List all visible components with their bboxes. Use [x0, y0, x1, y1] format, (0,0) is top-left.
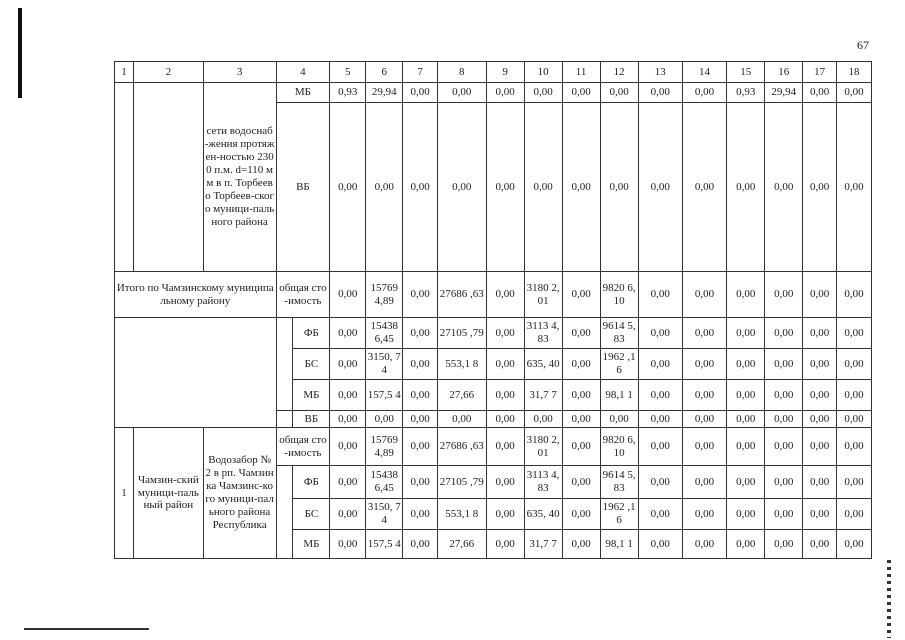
value-cell: 0,00 — [330, 530, 366, 559]
value-cell: 0,00 — [837, 380, 872, 411]
value-cell: 0,93 — [727, 83, 765, 103]
value-cell: 27,66 — [438, 380, 487, 411]
value-cell: 0,00 — [638, 349, 682, 380]
value-cell: 553,1 8 — [438, 349, 487, 380]
value-cell: 0,00 — [600, 103, 638, 272]
object-description: Водозабор № 2 в рп. Чамзинка Чамзинс-кого муници-пального района Республика — [203, 428, 276, 559]
value-cell: 0,00 — [330, 466, 366, 499]
value-cell: 0,00 — [837, 103, 872, 272]
value-cell: 0,00 — [486, 83, 524, 103]
value-cell: 0,00 — [765, 272, 803, 318]
value-cell: 0,00 — [765, 499, 803, 530]
scan-edge-mark — [18, 8, 22, 98]
value-cell: 0,00 — [803, 318, 837, 349]
budget-table — [114, 61, 872, 559]
value-cell: 0,00 — [330, 349, 366, 380]
col-header: 6 — [366, 62, 403, 83]
district-name: Чамзин-ский муници-пальный район — [134, 428, 204, 559]
scan-edge-marks — [887, 560, 891, 638]
total-label: общая сто-имость — [276, 272, 330, 318]
header-row — [115, 62, 872, 83]
value-cell: 0,00 — [765, 466, 803, 499]
value-cell: 0,00 — [837, 428, 872, 466]
empty-cell — [276, 411, 293, 428]
value-cell: 0,00 — [803, 83, 837, 103]
value-cell: 553,1 8 — [438, 499, 487, 530]
value-cell: 0,00 — [837, 530, 872, 559]
value-cell: 0,00 — [486, 318, 524, 349]
total-label: общая сто-имость — [276, 428, 330, 466]
row-label: БС — [293, 499, 330, 530]
value-cell: 0,00 — [765, 349, 803, 380]
value-cell: 635, 40 — [524, 349, 562, 380]
value-cell: 1962 ,16 — [600, 349, 638, 380]
value-cell: 0,00 — [403, 83, 438, 103]
value-cell: 0,00 — [638, 411, 682, 428]
value-cell: 0,00 — [837, 272, 872, 318]
value-cell: 0,00 — [562, 380, 600, 411]
value-cell: 0,00 — [562, 272, 600, 318]
col-header: 12 — [600, 62, 638, 83]
footnote-rule — [24, 628, 149, 630]
col-header: 2 — [134, 62, 204, 83]
value-cell: 0,00 — [486, 411, 524, 428]
value-cell: 0,00 — [837, 499, 872, 530]
value-cell: 0,00 — [330, 103, 366, 272]
value-cell: 157,5 4 — [366, 380, 403, 411]
value-cell: 9820 6,10 — [600, 272, 638, 318]
value-cell: 0,00 — [403, 530, 438, 559]
value-cell: 0,00 — [330, 318, 366, 349]
value-cell: 0,00 — [727, 499, 765, 530]
value-cell: 3113 4,83 — [524, 318, 562, 349]
page-number: 67 — [857, 38, 869, 52]
col-header: 9 — [486, 62, 524, 83]
value-cell: 0,00 — [403, 103, 438, 272]
value-cell: 0,00 — [403, 349, 438, 380]
value-cell: 0,00 — [638, 272, 682, 318]
value-cell: 0,00 — [682, 272, 726, 318]
value-cell: 0,00 — [682, 411, 726, 428]
value-cell: 0,00 — [638, 318, 682, 349]
col-header: 10 — [524, 62, 562, 83]
row-label: ВБ — [293, 411, 330, 428]
value-cell: 0,00 — [803, 103, 837, 272]
value-cell: 0,00 — [727, 411, 765, 428]
subtotal-title: Итого по Чамзинскому муниципальному району — [115, 272, 277, 318]
object-description: сети водоснаб-жения протяжен-ностью 2300 п.м. d=110 мм в п. Торбеево Торбеев-ского муници-пального района — [203, 83, 276, 272]
value-cell: 0,00 — [524, 83, 562, 103]
col-header: 5 — [330, 62, 366, 83]
value-cell: 31,7 7 — [524, 380, 562, 411]
value-cell: 0,00 — [765, 318, 803, 349]
value-cell: 0,00 — [803, 428, 837, 466]
col-header: 4 — [276, 62, 330, 83]
value-cell: 0,00 — [803, 530, 837, 559]
including-label — [276, 318, 293, 411]
row-label: ВБ — [276, 103, 330, 272]
value-cell: 0,00 — [403, 499, 438, 530]
value-cell: 0,00 — [486, 349, 524, 380]
value-cell: 0,00 — [803, 272, 837, 318]
value-cell: 0,00 — [837, 349, 872, 380]
value-cell: 0,00 — [727, 103, 765, 272]
row-label: МБ — [293, 530, 330, 559]
value-cell: 0,00 — [438, 411, 487, 428]
value-cell: 0,00 — [330, 428, 366, 466]
value-cell: 157,5 4 — [366, 530, 403, 559]
value-cell: 0,00 — [803, 499, 837, 530]
col-header: 18 — [837, 62, 872, 83]
value-cell: 3150, 74 — [366, 499, 403, 530]
col-header: 3 — [203, 62, 276, 83]
value-cell: 0,00 — [682, 318, 726, 349]
value-cell: 0,00 — [803, 466, 837, 499]
value-cell: 31,7 7 — [524, 530, 562, 559]
value-cell: 15769 4,89 — [366, 428, 403, 466]
col-header: 11 — [562, 62, 600, 83]
value-cell: 0,00 — [562, 428, 600, 466]
value-cell: 0,00 — [765, 380, 803, 411]
value-cell: 0,00 — [366, 103, 403, 272]
value-cell: 1962 ,16 — [600, 499, 638, 530]
value-cell: 0,00 — [562, 530, 600, 559]
value-cell: 0,00 — [765, 428, 803, 466]
value-cell: 0,00 — [486, 103, 524, 272]
value-cell: 0,00 — [330, 380, 366, 411]
empty-cell — [134, 83, 204, 272]
value-cell: 0,00 — [403, 380, 438, 411]
value-cell: 29,94 — [366, 83, 403, 103]
value-cell: 0,00 — [682, 83, 726, 103]
value-cell: 0,00 — [438, 103, 487, 272]
value-cell: 0,00 — [727, 318, 765, 349]
value-cell: 0,00 — [562, 499, 600, 530]
value-cell: 3150, 74 — [366, 349, 403, 380]
value-cell: 9820 6,10 — [600, 428, 638, 466]
value-cell: 29,94 — [765, 83, 803, 103]
value-cell: 98,1 1 — [600, 380, 638, 411]
row-number: 1 — [115, 428, 134, 559]
value-cell: 0,00 — [600, 83, 638, 103]
value-cell: 0,00 — [765, 411, 803, 428]
value-cell: 0,00 — [486, 466, 524, 499]
value-cell: 0,00 — [403, 272, 438, 318]
value-cell: 0,00 — [403, 318, 438, 349]
value-cell: 635, 40 — [524, 499, 562, 530]
value-cell: 0,00 — [486, 499, 524, 530]
empty-cell — [115, 318, 277, 428]
value-cell: 9614 5,83 — [600, 466, 638, 499]
value-cell: 27686 ,63 — [438, 272, 487, 318]
value-cell: 0,00 — [330, 272, 366, 318]
value-cell: 0,00 — [837, 466, 872, 499]
col-header: 17 — [803, 62, 837, 83]
col-header: 1 — [115, 62, 134, 83]
col-header: 8 — [438, 62, 487, 83]
value-cell: 0,00 — [600, 411, 638, 428]
value-cell: 0,00 — [727, 466, 765, 499]
value-cell: 3113 4,83 — [524, 466, 562, 499]
table-row — [115, 318, 872, 349]
value-cell: 0,93 — [330, 83, 366, 103]
value-cell: 0,00 — [682, 428, 726, 466]
row-label: ФБ — [293, 318, 330, 349]
value-cell: 0,00 — [486, 530, 524, 559]
value-cell: 0,00 — [330, 411, 366, 428]
value-cell: 15438 6,45 — [366, 318, 403, 349]
row-label: БС — [293, 349, 330, 380]
col-header: 7 — [403, 62, 438, 83]
value-cell: 0,00 — [837, 411, 872, 428]
value-cell: 0,00 — [803, 349, 837, 380]
value-cell: 0,00 — [403, 466, 438, 499]
value-cell: 0,00 — [562, 411, 600, 428]
value-cell: 9614 5,83 — [600, 318, 638, 349]
col-header: 16 — [765, 62, 803, 83]
value-cell: 0,00 — [682, 380, 726, 411]
value-cell: 0,00 — [727, 428, 765, 466]
value-cell: 0,00 — [562, 83, 600, 103]
value-cell: 3180 2,01 — [524, 428, 562, 466]
value-cell: 0,00 — [727, 272, 765, 318]
including-label — [276, 466, 293, 559]
value-cell: 98,1 1 — [600, 530, 638, 559]
value-cell: 15769 4,89 — [366, 272, 403, 318]
value-cell: 27686 ,63 — [438, 428, 487, 466]
row-label: МБ — [293, 380, 330, 411]
value-cell: 0,00 — [486, 272, 524, 318]
value-cell: 0,00 — [803, 380, 837, 411]
value-cell: 0,00 — [524, 411, 562, 428]
value-cell: 0,00 — [727, 349, 765, 380]
table-row — [115, 83, 872, 103]
value-cell: 0,00 — [682, 349, 726, 380]
value-cell: 0,00 — [330, 499, 366, 530]
value-cell: 0,00 — [403, 411, 438, 428]
value-cell: 0,00 — [803, 411, 837, 428]
value-cell: 0,00 — [682, 103, 726, 272]
value-cell: 0,00 — [638, 466, 682, 499]
row-label: МБ — [276, 83, 330, 103]
value-cell: 0,00 — [366, 411, 403, 428]
value-cell: 27105 ,79 — [438, 466, 487, 499]
value-cell: 0,00 — [837, 83, 872, 103]
value-cell: 0,00 — [638, 499, 682, 530]
value-cell: 27105 ,79 — [438, 318, 487, 349]
value-cell: 15438 6,45 — [366, 466, 403, 499]
col-header: 13 — [638, 62, 682, 83]
value-cell: 0,00 — [765, 103, 803, 272]
value-cell: 0,00 — [638, 428, 682, 466]
value-cell: 0,00 — [486, 428, 524, 466]
value-cell: 0,00 — [486, 380, 524, 411]
value-cell: 0,00 — [638, 380, 682, 411]
value-cell: 27,66 — [438, 530, 487, 559]
value-cell: 0,00 — [403, 428, 438, 466]
value-cell: 0,00 — [562, 318, 600, 349]
value-cell: 0,00 — [638, 83, 682, 103]
empty-cell — [115, 83, 134, 272]
value-cell: 0,00 — [638, 103, 682, 272]
subtotal-total-row — [115, 272, 872, 318]
value-cell: 0,00 — [727, 530, 765, 559]
value-cell: 0,00 — [562, 466, 600, 499]
col-header: 15 — [727, 62, 765, 83]
value-cell: 0,00 — [682, 530, 726, 559]
value-cell: 0,00 — [524, 103, 562, 272]
value-cell: 0,00 — [727, 380, 765, 411]
table-row — [115, 428, 872, 466]
value-cell: 0,00 — [837, 318, 872, 349]
col-header: 14 — [682, 62, 726, 83]
value-cell: 0,00 — [638, 530, 682, 559]
value-cell: 0,00 — [438, 83, 487, 103]
value-cell: 0,00 — [682, 466, 726, 499]
row-label: ФБ — [293, 466, 330, 499]
value-cell: 0,00 — [765, 530, 803, 559]
value-cell: 0,00 — [682, 499, 726, 530]
value-cell: 3180 2,01 — [524, 272, 562, 318]
value-cell: 0,00 — [562, 103, 600, 272]
value-cell: 0,00 — [562, 349, 600, 380]
